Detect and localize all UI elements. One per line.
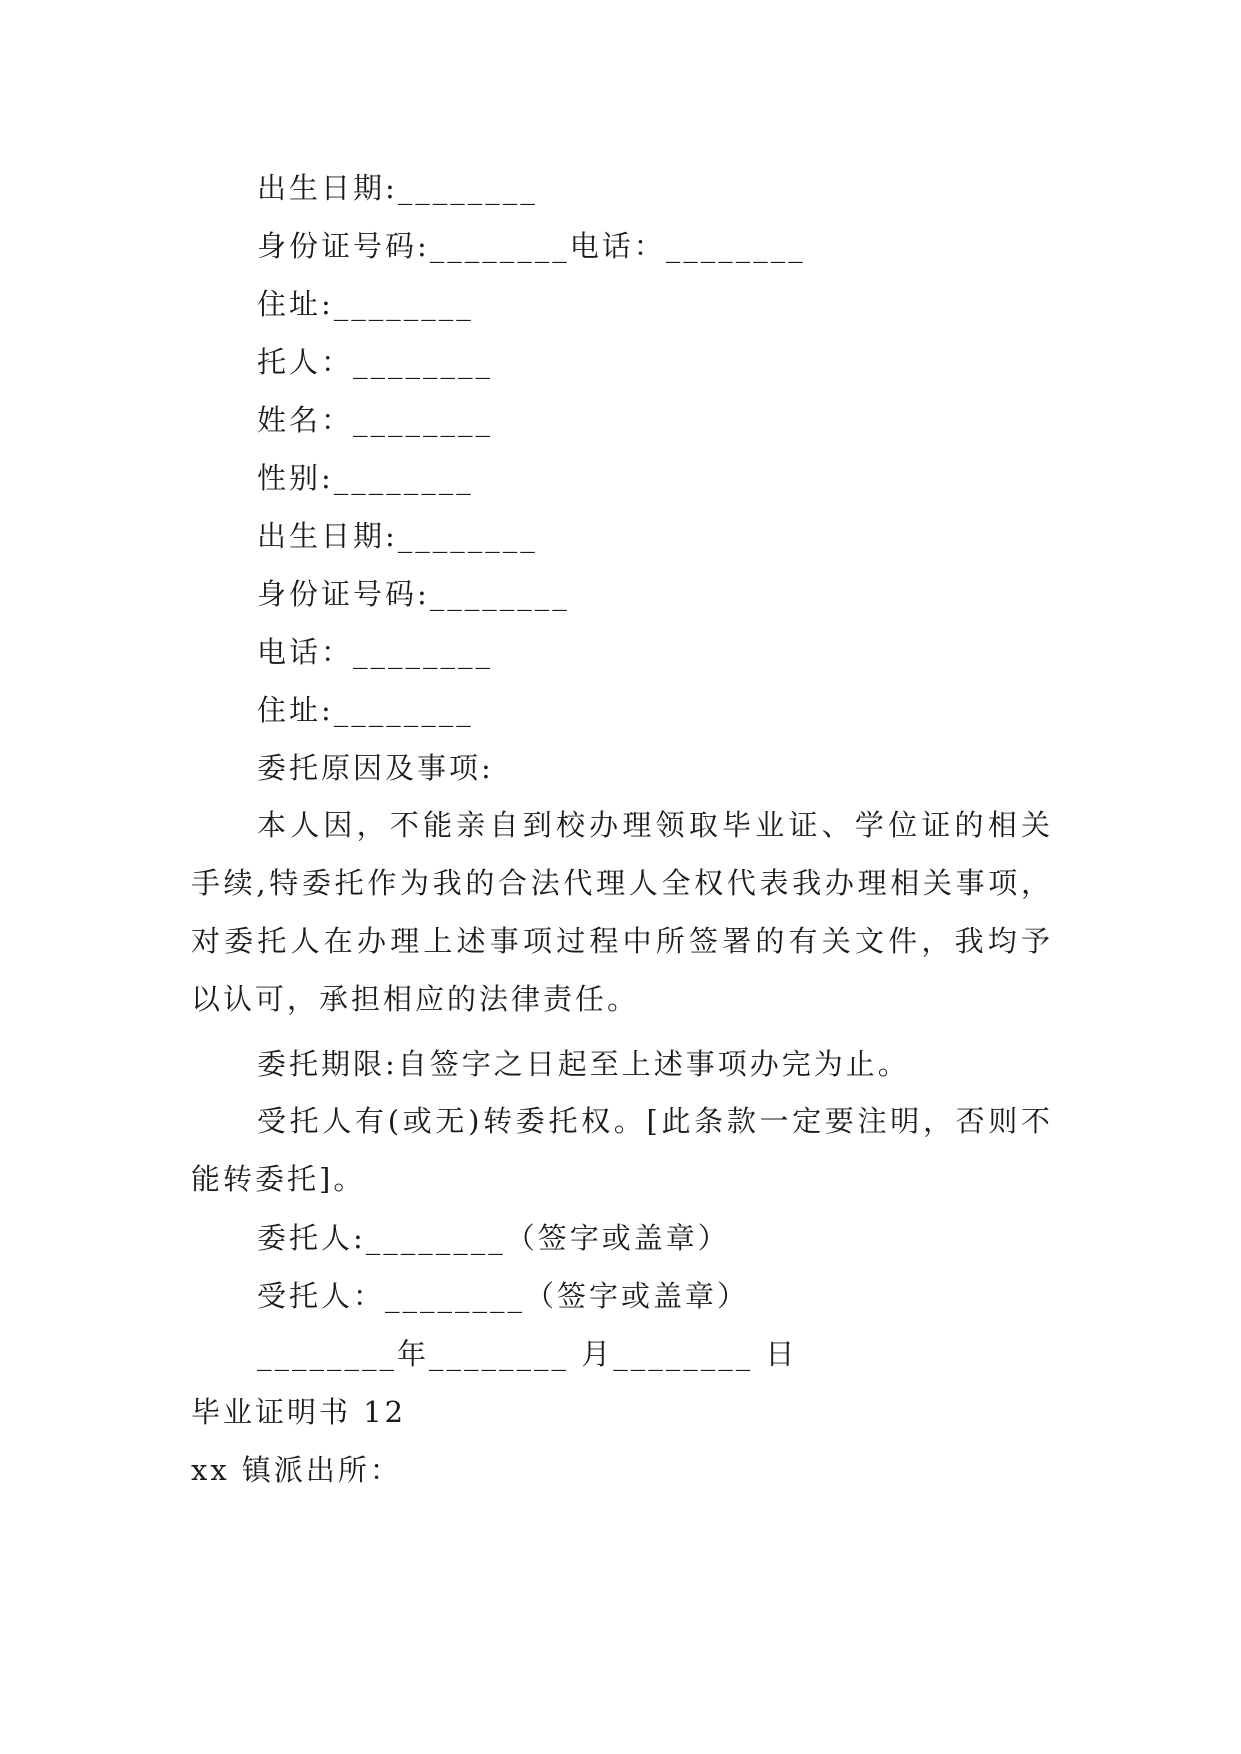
birthdate-field-2: 出生日期:________: [257, 519, 538, 553]
agent-signature-line: 受托人：________（签字或盖章）: [257, 1279, 750, 1313]
address-field-2: 住址:________: [257, 693, 474, 727]
name-field: 姓名：________: [257, 403, 494, 437]
id-phone-field-1: 身份证号码:________电话：________: [257, 229, 806, 263]
birthdate-field-1: 出生日期:________: [257, 171, 538, 205]
agent-label: 托人：________: [257, 345, 494, 379]
principal-signature-line: 委托人:________（签字或盖章）: [257, 1221, 730, 1255]
sub-delegation-paragraph: 受托人有(或无)转委托权。[此条款一定要注明，否则不能转委托]。: [191, 1104, 1053, 1196]
reason-heading: 委托原因及事项:: [257, 751, 494, 785]
date-line: ________年________ 月________ 日: [257, 1337, 798, 1371]
phone-field-2: 电话：________: [257, 635, 494, 669]
gender-field: 性别:________: [257, 461, 474, 495]
address-field-1: 住址:________: [257, 287, 474, 321]
authorization-period: 委托期限:自签字之日起至上述事项办完为止。: [257, 1047, 910, 1081]
addressee-line: xx 镇派出所：: [191, 1453, 402, 1487]
id-field-2: 身份证号码:________: [257, 577, 570, 611]
authorization-paragraph: 本人因，不能亲自到校办理领取毕业证、学位证的相关手续,特委托作为我的合法代理人全权代表我办理相关事项，对委托人在办理上述事项过程中所签署的有关文件，我均予以认可，承担相应的法律责任。: [191, 808, 1053, 1016]
section-heading: 毕业证明书 12: [191, 1395, 407, 1429]
